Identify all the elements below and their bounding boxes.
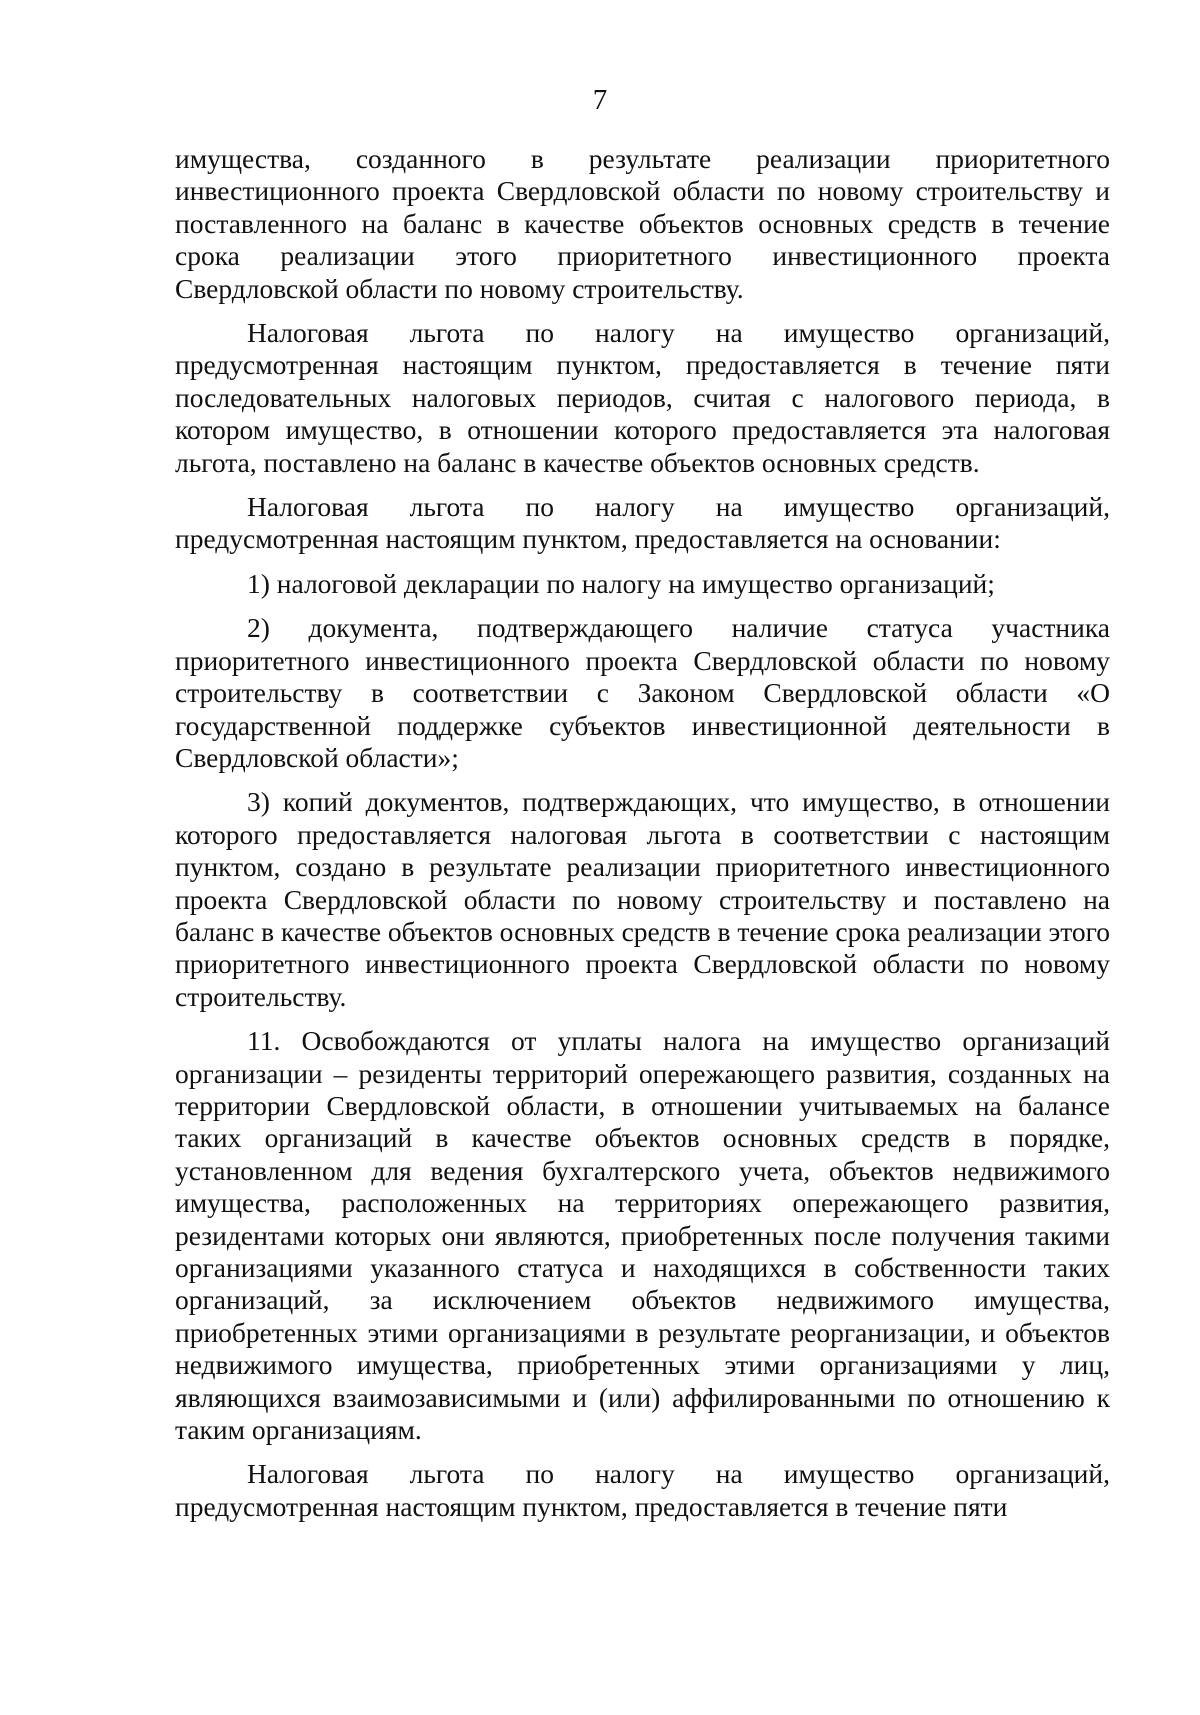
list-item-2: 2) документа, подтверждающего наличие статуса участника приоритетного инвестиционного проекта Свердловской области по новому строительству в соответствии с Законом Свердловской области «О государственной поддержке субъектов инвестиционной деятельности в Свердловской области»;	[175, 612, 1110, 773]
document-body	[175, 143, 1110, 1523]
paragraph-tax-benefit-basis: Налоговая льгота по налогу на имущество организаций, предусмотренная настоящим пунктом, предоставляется на основании:	[175, 491, 1110, 555]
list-item-1: 1) налоговой декларации по налогу на имущество организаций;	[247, 567, 995, 599]
paragraph-tax-benefit-period: Налоговая льгота по налогу на имущество организаций, предусмотренная настоящим пунктом, предоставляется в течение пяти последовательных налоговых периодов, считая с налогового периода, в котором имущество, в отношении которого предоставляется эта налоговая льгота, поставлено на баланс в качестве объектов основных средств.	[175, 317, 1110, 478]
paragraph-clause-11: 11. Освобождаются от уплаты налога на имущество организаций организации – резиденты территорий опережающего развития, созданных на территории Свердловской области, в отношении учитываемых на балансе таких организаций в качестве объектов основных средств в порядке, установленном для ведения бухгалтерского учета, объектов недвижимого имущества, расположенных на территориях опережающего развития, резидентами которых они являются, приобретенных после получения такими организациями указанного статуса и находящихся в собственности таких организаций, за исключением объектов недвижимого имущества, приобретенных этими организациями в результате реорганизации, и объектов недвижимого имущества, приобретенных этими организациями у лиц, являющихся взаимозависимыми и (или) аффилированными по отношению к таким организациям.	[175, 1025, 1110, 1446]
list-item-3: 3) копий документов, подтверждающих, что имущество, в отношении которого предоставляется налоговая льгота в соответствии с настоящим пунктом, создано в результате реализации приоритетного инвестиционного проекта Свердловской области по новому строительству и поставлено на баланс в качестве объектов основных средств в течение срока реализации этого приоритетного инвестиционного проекта Свердловской области по новому строительству.	[175, 786, 1110, 1012]
paragraph-continuation: имущества, созданного в результате реализации приоритетного инвестиционного проекта Свердловской области по новому строительству и поставленного на баланс в качестве объектов основных средств в течение срока реализации этого приоритетного инвестиционного проекта Свердловской области по новому строительству.	[175, 143, 1110, 304]
paragraph-tax-benefit-continuation: Налоговая льгота по налогу на имущество организаций, предусмотренная настоящим пунктом, предоставляется в течение пяти	[175, 1458, 1110, 1522]
page-number: 7	[592, 84, 608, 116]
